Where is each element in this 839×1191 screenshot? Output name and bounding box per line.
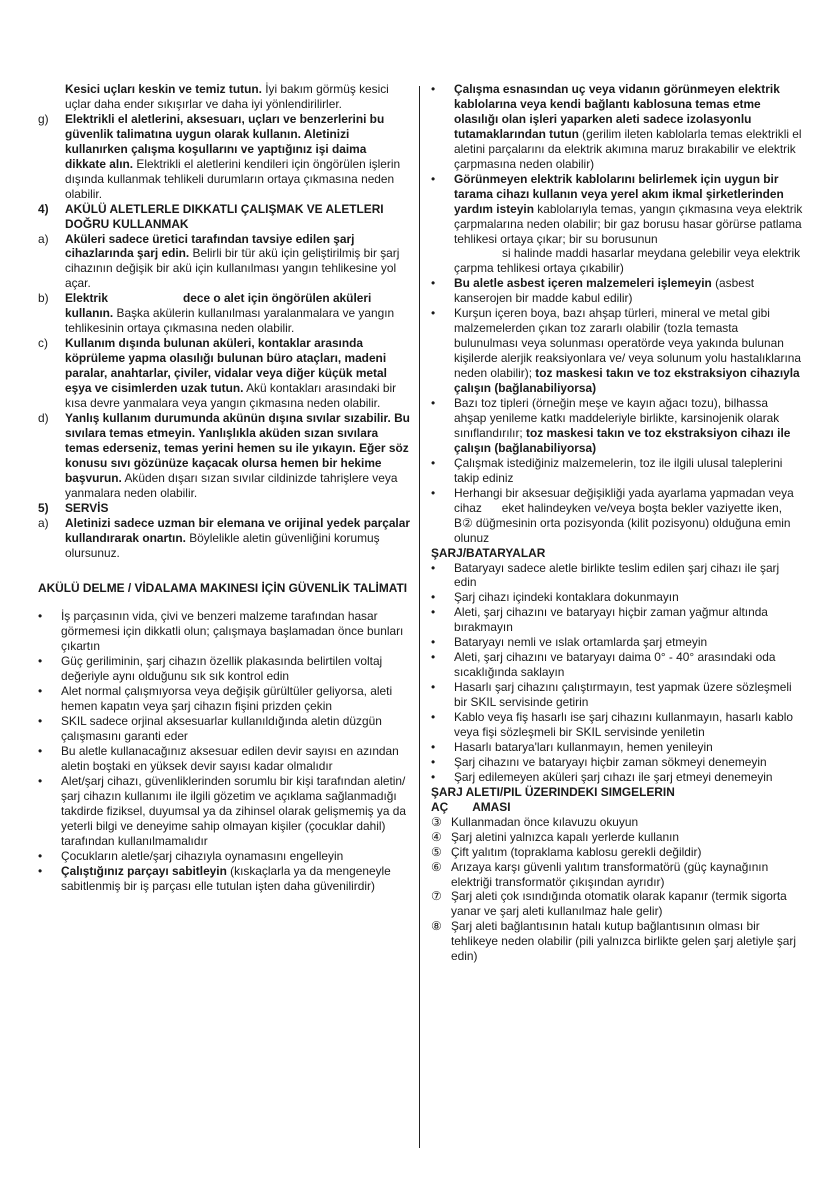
list-item — [431, 306, 803, 396]
bullet: • — [38, 654, 43, 669]
list-item-text: si halinde maddi hasarlar meydana gelebilir veya elektrik çarpma tehlikesi ortaya çıkabilir) — [454, 246, 801, 276]
section-5-heading — [38, 501, 410, 516]
switch-label-icon: ② — [461, 515, 473, 530]
bullet: • — [38, 684, 43, 699]
intro-paragraph — [38, 82, 410, 112]
list-item-text: Bazı toz tipleri (örneğin meşe ve kayın ağacı tozu), bilhassa ahşap yenileme katkı maddeleriyle birlikte, karsinojenik olarak sınıflandırılır; — [454, 396, 780, 440]
bullet: • — [431, 769, 436, 784]
list-item-text: Hasarlı batarya'ları kullanmayın, hemen yenileyin — [454, 739, 713, 754]
list-item-text: Şarj edilemeyen aküleri şarj cıhazı ile şarj etmeyi denemeyin — [454, 769, 773, 784]
symbol-number-icon: ⑥ — [431, 859, 442, 874]
symbol-number-icon: ⑤ — [431, 844, 442, 859]
symbol-number-icon: ④ — [431, 829, 442, 844]
list-item — [431, 710, 803, 740]
list-item-text: Güç geriliminin, şarj cihazın özellik plakasında belirtilen voltaj değeriyle aynı olduğunu sık sık kontrol edin — [61, 654, 383, 684]
list-item — [431, 486, 803, 546]
rule-g-text: Elektrikli el aletlerini kendileri için öngörülen işlerin dışında kullanmak tehlikeli durumların ortaya çıkmasına neden olabilir. — [65, 156, 401, 201]
rule-4d-bold: Yanlış kullanım durumunda akünün dışına sıvılar sızabilir. Bu sıvılara temas etmeyin. Yanlışlıkla aküden sızan sıvılara temas ederseniz, temas yerini hemen su ile yıkayın. Eğer söz konusu sıvı gözünüze kaçacak olursa hemen bir hekime başvurun. — [65, 410, 410, 485]
bullet: • — [431, 680, 436, 695]
list-item-bold: toz maskesi takın ve toz ekstraksiyon cihazıyla çalışın (bağlanabiliyorsa) — [454, 366, 800, 396]
bullet: • — [431, 754, 436, 769]
list-item-text: Çocukların aletle/şarj cihazıyla oynamasını engelleyin — [61, 848, 344, 863]
list-item — [431, 590, 803, 605]
symbol-item — [431, 919, 803, 964]
rule-5a-bold: Aletinizi sadece uzman bir elemana ve orijinal yedek parçalar kullandırarak onartın. — [65, 515, 410, 545]
rule-4b — [38, 291, 410, 336]
list-item-bold: Çalıştığınız parçayı sabitleyin — [61, 863, 227, 878]
rule-4b-bold-end: dece o alet için öngörülen aküleri kullanın. — [65, 291, 372, 321]
list-item — [431, 456, 803, 486]
list-item-text: Kablo veya fiş hasarlı ise şarj cihazını kullanmayın, hasarlı kablo veya fişi sözleşmeli bir SKIL servisinde yeniletin — [454, 710, 794, 739]
bullet: • — [38, 744, 43, 759]
list-item — [431, 635, 803, 650]
symbols-heading-line2-start: AÇ — [431, 799, 449, 814]
rule-4c-text: Akü kontakları arasındaki bir kısa devre yanmalara veya yangın çıkmasına neden olabilir. — [65, 381, 397, 411]
rule-5a-marker: a) — [38, 515, 49, 530]
drill-safety-list — [38, 609, 410, 893]
list-item-text: düğmesinin orta pozisyonda (kilit pozisyonu) olduğuna emin olunuz — [454, 515, 791, 545]
bullet: • — [431, 710, 436, 725]
charger-list — [431, 561, 803, 785]
rule-4d-text: Aküden dışarı sızan sıvılar cildinizde tahrişlere veya yanmalara neden olabilir. — [65, 470, 398, 500]
list-item — [38, 774, 410, 849]
symbol-text: Şarj aleti bağlantısının hatalı kutup bağlantısının olması bir tehlikeye neden olabilir (pili yalnızca birlikte gelen şarj aletiyle şarj edin) — [451, 919, 796, 964]
symbols-list — [431, 815, 803, 965]
rule-4c-bold: Kullanım dışında bulunan aküleri, kontaklar arasında köprüleme yapma olasılığı bulunan büro ataçları, madeni paralar, anahtarlar, çiviler, vidalar veya diğer küçük metal eşya ve cisimlerden uzak tutun. — [65, 336, 387, 396]
list-item-text: Alet normal çalışmıyorsa veya değişik gürültüler geliyorsa, aleti hemen kapatın veya şarj cihazın fişini prizden çekin — [61, 684, 393, 714]
symbol-number-icon: ③ — [431, 814, 442, 829]
rule-4a-text: Belirli bir tür akü için geliştirilmiş bir şarj cihazının değişik bir akü için kullanılması yangın tehlikesine yol açar. — [65, 246, 400, 291]
symbol-item — [431, 889, 803, 919]
bullet: • — [431, 590, 436, 605]
bullet: • — [431, 82, 436, 96]
rule-4c-marker: c) — [38, 336, 48, 351]
bullet: • — [38, 848, 43, 863]
list-item-bold: Bu aletle asbest içeren malzemeleri işlemeyin — [454, 276, 712, 291]
list-item — [38, 609, 410, 654]
bullet: • — [431, 171, 436, 186]
bullet: • — [431, 605, 436, 620]
list-item — [431, 396, 803, 456]
list-item-text: SKIL sadece orjinal aksesuarlar kullanıldığında aletin düzgün çalışmasını garanti eder — [61, 714, 382, 744]
list-item-text: (kıskaçlarla ya da mengeneyle sabitlenmiş bir iş parçası elle tutulan işten daha güvenilirdir) — [61, 863, 391, 893]
list-item-bold: toz maskesi takın ve toz ekstraksiyon cihazı ile çalışın (bağlanabiliyorsa) — [454, 425, 791, 455]
drill-safety-heading: AKÜLÜ DELME / VİDALAMA MAKINESI İÇİN GÜVENLİK TALİMATI — [38, 580, 408, 595]
bullet: • — [38, 773, 43, 788]
rule-g — [38, 112, 410, 202]
list-item-text: Alet/şarj cihazı, güvenliklerinden sorumlu bir kişi tarafından aletin/şarj cihazın kullanımı ile ilgili gözetim ve açıklama sağlanmadığı takdirde fiziksel, duyumsal ya da zihinsel olarak gelişmemiş ya da yeterli bilgi ve deneyime sahip olmayan kişiler (çocuklar dahil) tarafından kullanılmamalıdır — [61, 773, 406, 848]
list-item — [431, 82, 803, 172]
bullet: • — [38, 609, 43, 624]
list-item — [38, 684, 410, 714]
list-item — [38, 744, 410, 774]
bullet: • — [38, 714, 43, 729]
list-item — [431, 605, 803, 635]
rule-g-marker: g) — [38, 111, 49, 126]
symbol-item — [431, 845, 803, 860]
list-item — [38, 654, 410, 684]
list-item-text: Aleti, şarj cihazını ve bataryayı daima 0° - 40° arasındaki oda sıcaklığında saklayın — [454, 650, 776, 680]
list-item-text: kablolarıyla temas, yangın çıkmasına veya elektrik çarpmalarına neden olabilir; bir gaz borusu hasar görürse patlama tehlikesi ortaya çıkar; bir su borusunun — [454, 201, 803, 246]
list-item-text: Bataryayı sadece aletle birlikte teslim edilen şarj cihazı ile şarj edin — [454, 560, 780, 590]
bullet: • — [38, 863, 43, 878]
list-item-bold: Çalışma esnasından uç veya vidanın görünmeyen elektrik kablolarına veya kendi bağlantı kablosuna temas etme olasılığı olan işleri yaparken aleti sadece izolasyonlu tutamaklarından tutun — [454, 82, 780, 141]
intro-text: İyi bakım görmüş kesici uçlar daha ender sıkışırlar ve daha iyi yönlendirilirler. — [65, 82, 389, 111]
bullet: • — [431, 396, 436, 411]
list-item-text: (asbest kanserojen bir madde kabul edilir) — [454, 276, 755, 306]
bullet: • — [431, 306, 436, 321]
bullet: • — [431, 635, 436, 650]
list-item-text: (gerilim ileten kablolarla temas elektrikli el aletini parçalarını da elektrik akımına maruz bırakabilir ve elektrik çarpmasına neden olabilir) — [454, 126, 802, 171]
section-4-title: AKÜLÜ ALETLERLE DIKKATLI ÇALIŞMAK VE ALETLERI DOĞRU KULLANMAK — [65, 201, 384, 231]
section-4-heading — [38, 202, 410, 232]
rule-4b-bold-start: Elektrik — [65, 291, 108, 306]
list-item-text: Şarj cihazı içindeki kontaklara dokunmayın — [454, 590, 679, 605]
list-item-bold: Görünmeyen elektrik kablolarını belirlemek için uygun bir tarama cihazı kullanın veya yerel akım ikmal şirketlerinden yardım isteyin — [454, 171, 784, 216]
left-column — [38, 82, 410, 894]
list-item-text: Bataryayı nemli ve ıslak ortamlarda şarj etmeyin — [454, 635, 708, 650]
symbol-text: Arızaya karşı güvenli yalıtım transformatörü (güç kaynağının elektriği transformatör çıkışından ayrıdır) — [451, 859, 769, 889]
right-column — [431, 82, 803, 964]
list-item — [38, 849, 410, 864]
list-item — [431, 650, 803, 680]
list-item — [431, 755, 803, 770]
list-item — [431, 740, 803, 755]
rule-4b-text: Başka akülerin kullanılması yaralanmalara ve yangın tehlikesinin ortaya çıkmasına neden olabilir. — [65, 306, 395, 336]
intro-bold: Kesici uçları keskin ve temiz tutun. — [65, 82, 262, 96]
section-4-number: 4) — [38, 201, 49, 216]
symbol-text: Şarj aleti çok ısındığında otomatik olarak kapanır (termik sigorta yanar ve şarj aleti kullanılmaz hale gelir) — [451, 889, 787, 919]
rule-4a — [38, 232, 410, 292]
rule-4d — [38, 411, 410, 501]
list-item-text: İş parçasının vida, çivi ve benzeri malzeme tarafından hasar görmemesi için dikkatli olun; çalışmaya başlamadan önce bunları çıkartın — [61, 609, 404, 654]
bullet: • — [431, 276, 436, 291]
symbol-number-icon: ⑧ — [431, 919, 442, 934]
symbol-text: Şarj aletini yalnızca kapalı yerlerde kullanın — [451, 829, 680, 844]
section-5-number: 5) — [38, 500, 49, 515]
list-item-text: eket halindeyken ve/veya boşta bekler vaziyette iken, B — [454, 500, 783, 530]
list-item-text: Hasarlı şarj cihazını çalıştırmayın, test yapmak üzere sözleşmeli bir SKIL servisinde getirin — [454, 680, 792, 710]
rule-4c — [38, 336, 410, 411]
symbol-item — [431, 830, 803, 845]
symbols-heading-line1: ŞARJ ALETI/PIL ÜZERINDEKI SIMGELERIN — [431, 784, 675, 799]
bullet: • — [431, 560, 436, 575]
bullet: • — [431, 739, 436, 754]
rule-4b-marker: b) — [38, 291, 49, 306]
list-item-text: Bu aletle kullanacağınız aksesuar edilen devir sayısı en azından aletin boştaki en yüksek devir sayısı kadar olmalıdır — [61, 744, 399, 773]
symbol-number-icon: ⑦ — [431, 889, 442, 904]
list-item — [38, 714, 410, 744]
symbols-heading-line2-end: AMASI — [472, 799, 511, 814]
bullet: • — [431, 650, 436, 665]
symbol-text: Çift yalıtım (topraklama kablosu gerekli değildir) — [451, 844, 702, 859]
list-item — [38, 864, 410, 894]
list-item — [431, 172, 803, 277]
list-item-text: Kurşun içeren boya, bazı ahşap türleri, mineral ve metal gibi malzemelerden çıkan toz zararlı olabilir (tozla temasta bulunulması veya solunması operatörde veya yakında bulunan kişilerde alerjik reaksiyonlara ve/ veya solunum yolu hastalıklarına neden olabilir); — [454, 306, 801, 381]
list-item — [431, 770, 803, 785]
section-5-title: SERVİS — [65, 500, 109, 515]
list-item — [431, 680, 803, 710]
bullet: • — [431, 485, 436, 500]
symbols-heading — [431, 785, 803, 815]
rule-4a-marker: a) — [38, 231, 49, 246]
symbol-text: Kullanmadan önce kılavuzu okuyun — [451, 814, 639, 829]
bullet: • — [431, 455, 436, 470]
list-item-text: Şarj cihazını ve bataryayı hiçbir zaman sökmeyi denemeyin — [454, 754, 767, 769]
rule-5a — [38, 516, 410, 561]
symbol-item — [431, 860, 803, 890]
list-item — [431, 561, 803, 591]
list-item-text: Çalışmak istediğiniz malzemelerin, toz ile ilgili ulusal taleplerini takip ediniz — [454, 455, 783, 485]
rule-4a-bold: Aküleri sadece üretici tarafından tavsiye edilen şarj cihazlarında şarj edin. — [65, 231, 355, 261]
column-divider — [419, 86, 420, 1148]
rule-g-bold: Elektrikli el aletlerini, aksesuarı, uçları ve benzerlerini bu güvenlik talimatına uygun olarak kullanın. Aletinizi kullanırken çalışma koşullarını ve yaptığınız işi daima dikkate alın. — [65, 111, 385, 171]
rule-5a-text: Böylelikle aletin güvenliğini korumuş olursunuz. — [65, 530, 380, 560]
charger-heading: ŞARJ/BATARYALAR — [431, 545, 546, 560]
list-item-text: Aleti, şarj cihazını ve bataryayı hiçbir zaman yağmur altında bırakmayın — [454, 605, 768, 635]
symbol-item — [431, 815, 803, 830]
list-item-text: Herhangi bir aksesuar değişikliği yada ayarlama yapmadan veya cihaz — [454, 485, 794, 515]
list-item — [431, 276, 803, 306]
rule-4d-marker: d) — [38, 410, 49, 425]
